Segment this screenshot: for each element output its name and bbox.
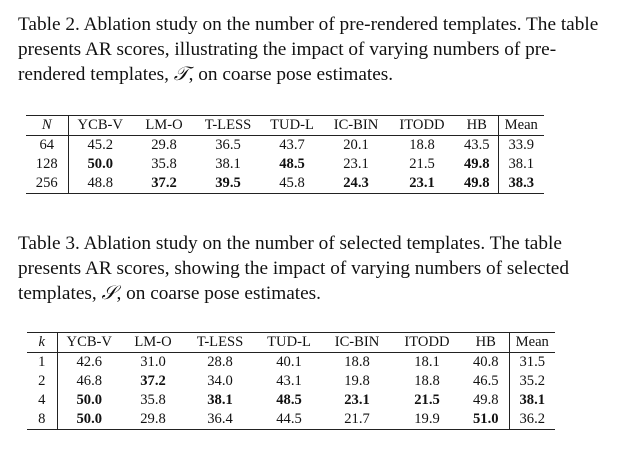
table-cell: 40.8 bbox=[463, 353, 509, 373]
table-cell: 18.8 bbox=[344, 354, 370, 370]
table-cell: 23.1 bbox=[343, 156, 369, 172]
table-cell: 36.2 bbox=[509, 410, 555, 430]
table-cell: 38.1 bbox=[207, 392, 233, 408]
table-cell: 36.5 bbox=[215, 137, 241, 153]
table-cell: 21.5 bbox=[409, 156, 435, 172]
table-cell: 18.8 bbox=[409, 137, 435, 153]
header-cell: IC-BIN bbox=[323, 333, 391, 353]
table3-header-row bbox=[27, 333, 555, 353]
table-cell: 37.2 bbox=[132, 174, 196, 194]
table3 bbox=[27, 332, 555, 430]
table-cell: 31.0 bbox=[140, 354, 166, 370]
table-cell: 35.2 bbox=[519, 373, 546, 389]
table-cell: 50.0 bbox=[76, 392, 103, 408]
selected-symbol: 𝒮 bbox=[101, 283, 117, 304]
table-cell: 128 bbox=[26, 155, 68, 174]
table-cell: 45.2 bbox=[87, 137, 114, 153]
table-cell: 51.0 bbox=[463, 410, 509, 430]
table2-header-row bbox=[26, 116, 544, 136]
table-cell: 35.8 bbox=[140, 392, 166, 408]
table-cell: 35.8 bbox=[151, 156, 177, 172]
table-cell: 40.1 bbox=[276, 354, 302, 370]
table-cell: 33.9 bbox=[508, 137, 535, 153]
table-cell: 24.3 bbox=[324, 174, 388, 194]
table-cell: 45.8 bbox=[260, 174, 324, 194]
table-row bbox=[27, 391, 555, 410]
table-row bbox=[26, 136, 544, 156]
table-cell: 49.8 bbox=[463, 391, 509, 410]
table-cell: 19.9 bbox=[391, 410, 463, 430]
header-cell: ITODD bbox=[388, 116, 456, 136]
table-cell: 29.8 bbox=[121, 410, 185, 430]
table3-caption-text: Table 3. Ablation study on the number of selected templates. The table presents AR scores, showing the impact of varying numbers of selected templates, bbox=[18, 233, 569, 304]
table-cell: 39.5 bbox=[196, 174, 260, 194]
table-cell: 18.8 bbox=[414, 373, 440, 389]
table-cell: 2 bbox=[27, 372, 57, 391]
table-cell: 21.7 bbox=[323, 410, 391, 430]
table-row bbox=[26, 155, 544, 174]
header-cell: TUD-L bbox=[255, 333, 323, 353]
table-cell: 42.6 bbox=[76, 354, 103, 370]
table-cell: 31.5 bbox=[519, 354, 546, 370]
table3-caption bbox=[18, 231, 603, 306]
table-cell: 19.8 bbox=[344, 373, 370, 389]
table-row bbox=[27, 372, 555, 391]
table-cell: 38.1 bbox=[519, 392, 546, 408]
table-cell: 49.8 bbox=[456, 155, 498, 174]
header-cell: k bbox=[27, 333, 57, 353]
table-cell: 43.7 bbox=[279, 137, 305, 153]
header-cell: LM-O bbox=[121, 333, 185, 353]
table-cell: 43.5 bbox=[456, 136, 498, 156]
table-cell: 20.1 bbox=[343, 137, 369, 153]
table-cell: 38.1 bbox=[508, 156, 535, 172]
header-cell: Mean bbox=[509, 333, 555, 353]
header-cell: HB bbox=[456, 116, 498, 136]
table2-caption bbox=[18, 12, 603, 87]
table-row bbox=[27, 353, 555, 373]
table-cell: 28.8 bbox=[207, 354, 233, 370]
table2-caption-tail: , on coarse pose estimates. bbox=[188, 64, 394, 85]
header-cell: N bbox=[26, 116, 68, 136]
header-cell: YCB-V bbox=[68, 116, 132, 136]
table-cell: 38.1 bbox=[215, 156, 241, 172]
table-cell: 1 bbox=[27, 353, 57, 373]
table-cell: 23.1 bbox=[388, 174, 456, 194]
table-cell: 23.1 bbox=[344, 392, 370, 408]
table-cell: 29.8 bbox=[151, 137, 177, 153]
header-cell: YCB-V bbox=[57, 333, 121, 353]
table-row bbox=[27, 410, 555, 430]
table2-caption-text: Table 2. Ablation study on the number of pre-rendered templates. The table presents AR scores, illustrating the impact of varying numbers of pre-rendered templates, bbox=[18, 14, 599, 85]
table-cell: 50.0 bbox=[57, 410, 121, 430]
table-cell: 8 bbox=[27, 410, 57, 430]
header-cell: TUD-L bbox=[260, 116, 324, 136]
header-cell: T-LESS bbox=[196, 116, 260, 136]
header-cell: IC-BIN bbox=[324, 116, 388, 136]
table-cell: 48.5 bbox=[276, 392, 302, 408]
table-row bbox=[26, 174, 544, 194]
table-cell: 37.2 bbox=[140, 373, 166, 389]
table-cell: 4 bbox=[27, 391, 57, 410]
table-cell: 44.5 bbox=[255, 410, 323, 430]
table-cell: 48.8 bbox=[68, 174, 132, 194]
table-cell: 21.5 bbox=[414, 392, 440, 408]
table-cell: 256 bbox=[26, 174, 68, 194]
header-cell: ITODD bbox=[391, 333, 463, 353]
table-cell: 50.0 bbox=[87, 156, 114, 172]
table-cell: 46.5 bbox=[463, 372, 509, 391]
header-cell: LM-O bbox=[132, 116, 196, 136]
table-cell: 36.4 bbox=[185, 410, 255, 430]
header-cell: HB bbox=[463, 333, 509, 353]
table-cell: 46.8 bbox=[76, 373, 103, 389]
table-cell: 38.3 bbox=[498, 174, 544, 194]
header-cell: T-LESS bbox=[185, 333, 255, 353]
table2 bbox=[26, 115, 544, 194]
header-cell: Mean bbox=[498, 116, 544, 136]
table-cell: 18.1 bbox=[414, 354, 440, 370]
table-cell: 49.8 bbox=[456, 174, 498, 194]
table-cell: 34.0 bbox=[207, 373, 233, 389]
templates-symbol: 𝒯 bbox=[173, 64, 189, 85]
table3-caption-tail: , on coarse pose estimates. bbox=[116, 283, 322, 304]
table-cell: 43.1 bbox=[276, 373, 302, 389]
table-cell: 64 bbox=[26, 136, 68, 156]
table-cell: 48.5 bbox=[279, 156, 305, 172]
